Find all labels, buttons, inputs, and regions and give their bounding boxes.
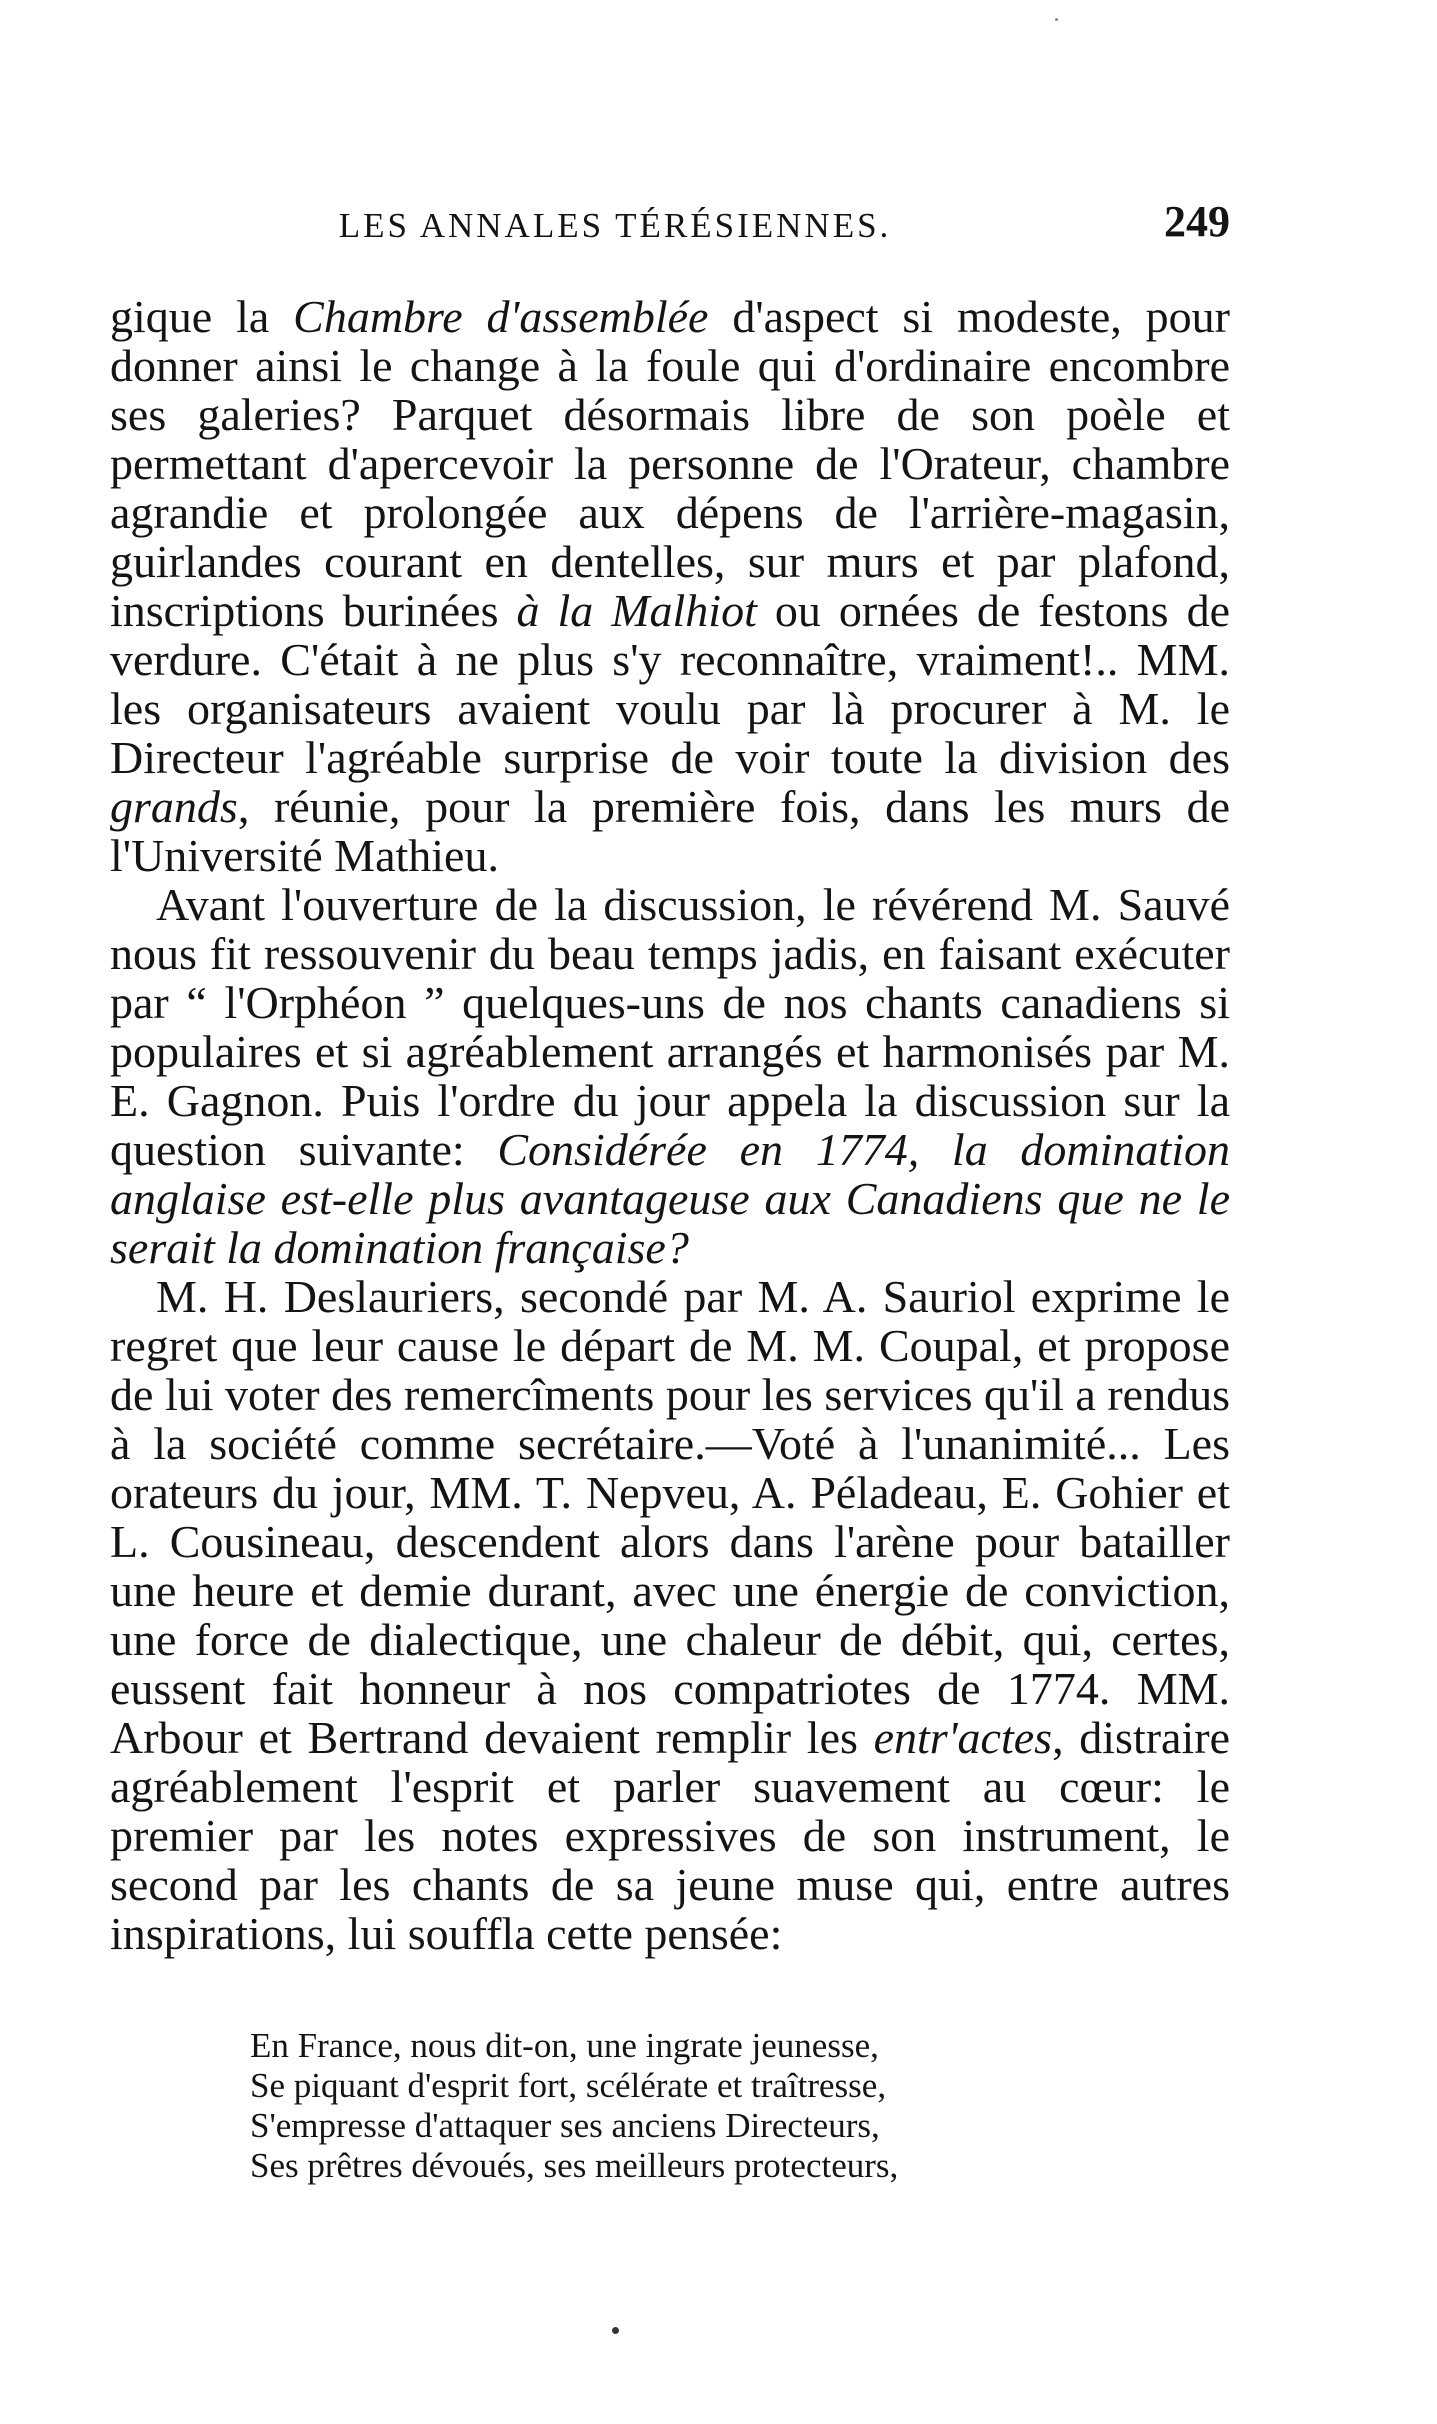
body-text (110, 292, 1230, 1958)
paragraph (110, 292, 1230, 880)
verse-line: S'empresse d'attaquer ses anciens Directeurs, (250, 2106, 880, 2145)
verse-block (250, 2026, 1130, 2186)
footer-dot (612, 2327, 619, 2334)
italic-text: à la Malhiot (516, 585, 757, 636)
paragraph (110, 1272, 1230, 1958)
text-run: , distraire agréablement l'esprit et parler suavement au cœur: le premier par les notes expressives de son instrument, le second par les chants de sa jeune muse qui, entre autres inspirations, lui souffla cette pensée: (110, 1712, 1230, 1959)
text-run: gique la (110, 291, 294, 342)
paragraph (110, 880, 1230, 1272)
verse-line: Ses prêtres dévoués, ses meilleurs protecteurs, (250, 2146, 899, 2185)
running-title: LES ANNALES TÉRÉSIENNES. (338, 206, 892, 245)
verse-line: Se piquant d'esprit fort, scélérate et traîtresse, (250, 2066, 887, 2105)
page-header (110, 196, 1230, 256)
speck-mark (1055, 18, 1058, 21)
verse-line: En France, nous dit-on, une ingrate jeunesse, (250, 2026, 879, 2065)
page-number: 249 (1164, 197, 1230, 246)
italic-text: entr'actes (873, 1712, 1053, 1763)
italic-text: Chambre d'assemblée (293, 291, 709, 342)
text-run: ou ornées de festons de verdure. C'était à ne plus s'y reconnaître, vraiment!.. MM. les organisateurs avaient voulu par là procurer à M. le Directeur l'agréable surprise de voir toute la division des (110, 585, 1230, 783)
text-run: Avant l'ouverture de la discussion, le révérend M. Sauvé nous fit ressouvenir du beau temps jadis, en faisant exécuter par “ l'Orphéon ” quelques-uns de nos chants canadiens si populaires et si agréablement arrangés et harmonisés par M. E. Gagnon. Puis l'ordre du jour appela la discussion sur la question suivante: (110, 879, 1230, 1175)
text-run: d'aspect si modeste, pour donner ainsi le change à la foule qui d'ordinaire encombre ses galeries? Parquet désormais libre de son poèle et permettant d'apercevoir la personne de l'Orateur, chambre agrandie et prolongée aux dépens de l'arrière-magasin, guirlandes courant en dentelles, sur murs et par plafond, inscriptions burinées (110, 291, 1230, 636)
italic-text: grands (110, 781, 238, 832)
text-run: M. H. Deslauriers, secondé par M. A. Sauriol exprime le regret que leur cause le départ de M. M. Coupal, et propose de lui voter des remercîments pour les services qu'il a rendus à la société comme secrétaire.—Voté à l'unanimité... Les orateurs du jour, MM. T. Nepveu, A. Péladeau, E. Gohier et L. Cousineau, descendent alors dans l'arène pour batailler une heure et demie durant, avec une énergie de conviction, une force de dialectique, une chaleur de débit, qui, certes, eussent fait honneur à nos compatriotes de 1774. MM. Arbour et Bertrand devaient remplir les (110, 1271, 1230, 1763)
italic-text: Considérée en 1774, la domination anglaise est-elle plus avantageuse aux Canadiens que ne le serait la domination française? (110, 1124, 1230, 1273)
text-run: , réunie, pour la première fois, dans les murs de l'Université Mathieu. (110, 781, 1230, 881)
